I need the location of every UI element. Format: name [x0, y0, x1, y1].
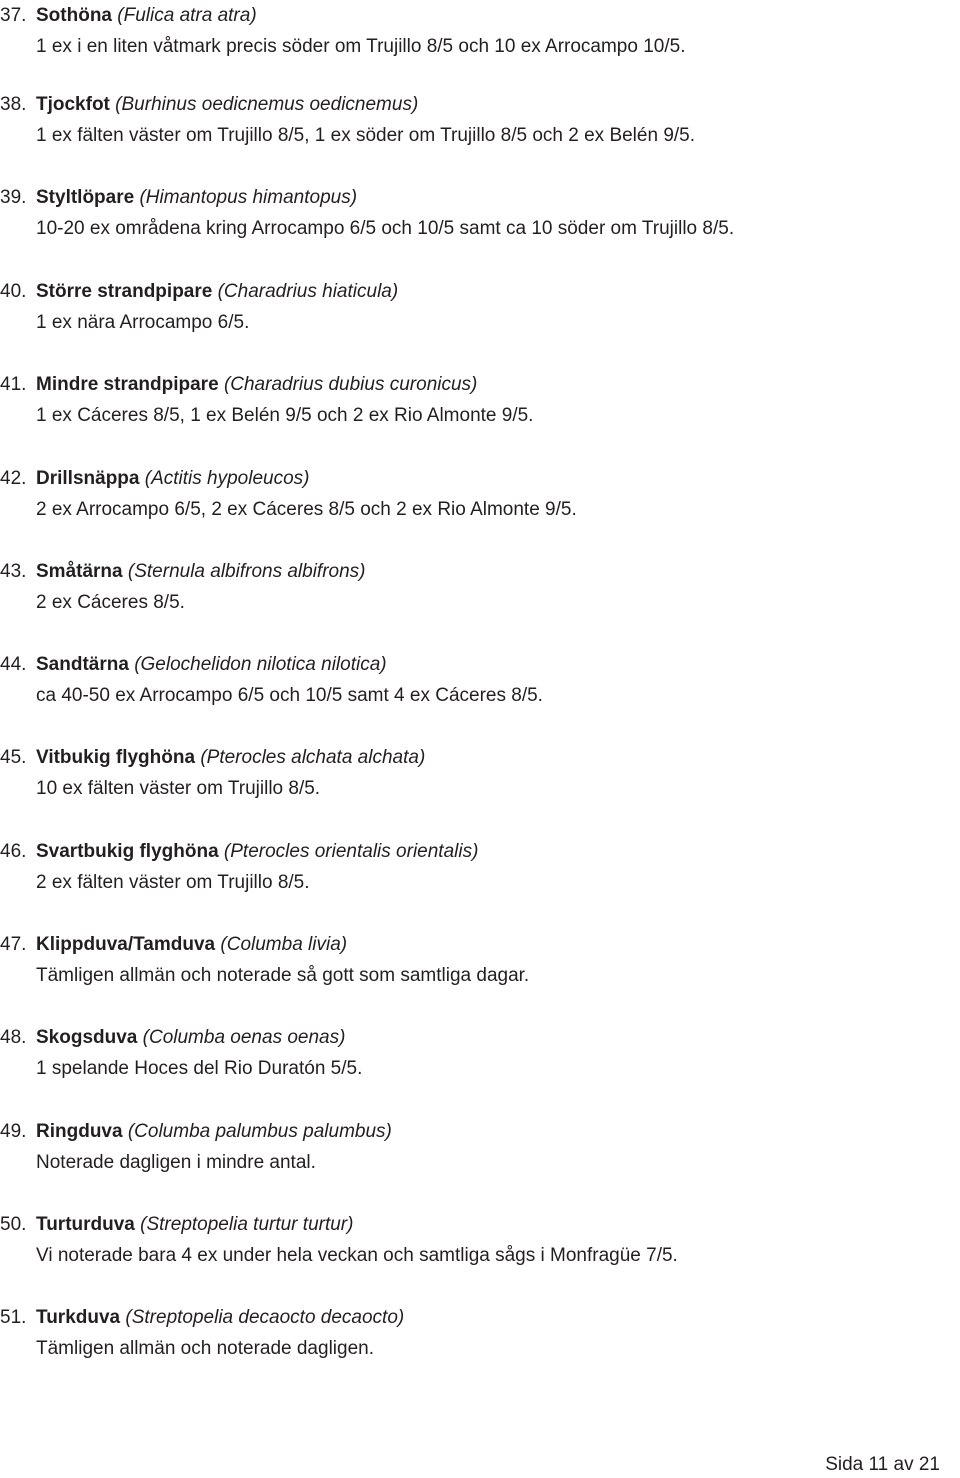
species-heading — [0, 182, 940, 213]
scientific-name: (Charadrius dubius curonicus) — [223, 374, 478, 395]
entry-number: 42. — [0, 468, 27, 489]
species-heading — [0, 0, 940, 31]
observation-text: 10 ex fälten väster om Trujillo 8/5. — [36, 778, 321, 799]
species-heading — [0, 929, 940, 960]
scientific-name: (Columba oenas oenas) — [142, 1027, 346, 1048]
entry-number: 49. — [0, 1121, 27, 1142]
entry-number: 44. — [0, 654, 27, 675]
scientific-name: (Actitis hypoleucos) — [144, 468, 310, 489]
page-number: Sida 11 av 21 — [825, 1454, 940, 1475]
species-heading — [0, 276, 940, 307]
species-heading — [0, 649, 940, 680]
species-heading — [0, 742, 940, 773]
entry-number: 41. — [0, 374, 27, 395]
observation-text: Tämligen allmän och noterade så gott som samtliga dagar. — [36, 965, 530, 986]
observation-text: 2 ex fälten väster om Trujillo 8/5. — [36, 872, 310, 893]
entry-number: 37. — [0, 5, 27, 26]
entry-number: 40. — [0, 281, 27, 302]
species-heading — [0, 89, 940, 120]
species-entry — [0, 369, 940, 431]
common-name: Styltlöpare — [36, 187, 135, 208]
common-name: Tjockfot — [36, 94, 110, 115]
species-entry — [0, 649, 940, 711]
common-name: Turturduva — [36, 1214, 135, 1235]
common-name: Turkduva — [36, 1307, 121, 1328]
scientific-name: (Columba palumbus palumbus) — [127, 1121, 392, 1142]
observation-text: Tämligen allmän och noterade dagligen. — [36, 1338, 374, 1359]
species-heading — [0, 1022, 940, 1053]
observation-text: 1 ex i en liten våtmark precis söder om Trujillo 8/5 och 10 ex Arrocampo 10/5. — [36, 36, 686, 57]
species-heading — [0, 1209, 940, 1240]
common-name: Större strandpipare — [36, 281, 213, 302]
common-name: Sothöna — [36, 5, 112, 26]
entry-number: 46. — [0, 841, 27, 862]
common-name: Sandtärna — [36, 654, 129, 675]
entry-number: 47. — [0, 934, 27, 955]
species-heading — [0, 463, 940, 494]
scientific-name: (Fulica atra atra) — [117, 5, 257, 26]
scientific-name: (Burhinus oedicnemus oedicnemus) — [115, 94, 419, 115]
species-entry — [0, 0, 940, 62]
observation-text: 10-20 ex områdena kring Arrocampo 6/5 och 10/5 samt ca 10 söder om Trujillo 8/5. — [36, 218, 735, 239]
entry-number: 51. — [0, 1307, 27, 1328]
species-heading — [0, 369, 940, 400]
scientific-name: (Gelochelidon nilotica nilotica) — [134, 654, 387, 675]
observation-text: Noterade dagligen i mindre antal. — [36, 1152, 316, 1173]
observation-text: Vi noterade bara 4 ex under hela veckan och samtliga sågs i Monfragüe 7/5. — [36, 1245, 678, 1266]
species-entry — [0, 463, 940, 525]
common-name: Skogsduva — [36, 1027, 138, 1048]
species-entry — [0, 276, 940, 338]
entry-number: 39. — [0, 187, 27, 208]
common-name: Mindre strandpipare — [36, 374, 219, 395]
species-entry — [0, 1022, 940, 1084]
common-name: Drillsnäppa — [36, 468, 140, 489]
species-entry — [0, 929, 940, 991]
common-name: Vitbukig flyghöna — [36, 747, 196, 768]
entry-number: 48. — [0, 1027, 27, 1048]
common-name: Svartbukig flyghöna — [36, 841, 219, 862]
observation-text: ca 40-50 ex Arrocampo 6/5 och 10/5 samt 4 ex Cáceres 8/5. — [36, 685, 543, 706]
scientific-name: (Himantopus himantopus) — [139, 187, 358, 208]
species-heading — [0, 836, 940, 867]
observation-text: 1 ex fälten väster om Trujillo 8/5, 1 ex söder om Trujillo 8/5 och 2 ex Belén 9/5. — [36, 125, 696, 146]
species-entry — [0, 836, 940, 898]
species-entry — [0, 1209, 940, 1271]
scientific-name: (Charadrius hiaticula) — [217, 281, 399, 302]
species-heading — [0, 556, 940, 587]
entry-number: 38. — [0, 94, 27, 115]
scientific-name: (Columba livia) — [220, 934, 348, 955]
entry-number: 43. — [0, 561, 27, 582]
common-name: Klippduva/Tamduva — [36, 934, 216, 955]
species-entry — [0, 1116, 940, 1178]
observation-text: 1 ex Cáceres 8/5, 1 ex Belén 9/5 och 2 ex Rio Almonte 9/5. — [36, 405, 534, 426]
species-entry — [0, 556, 940, 618]
observation-text: 2 ex Arrocampo 6/5, 2 ex Cáceres 8/5 och 2 ex Rio Almonte 9/5. — [36, 499, 577, 520]
entry-number: 50. — [0, 1214, 27, 1235]
observation-text: 1 ex nära Arrocampo 6/5. — [36, 312, 250, 333]
entry-number: 45. — [0, 747, 27, 768]
species-heading — [0, 1302, 940, 1333]
scientific-name: (Sternula albifrons albifrons) — [127, 561, 366, 582]
common-name: Småtärna — [36, 561, 123, 582]
scientific-name: (Streptopelia decaocto decaocto) — [125, 1307, 405, 1328]
species-entry — [0, 1302, 940, 1364]
observation-text: 2 ex Cáceres 8/5. — [36, 592, 185, 613]
scientific-name: (Pterocles alchata alchata) — [200, 747, 426, 768]
observation-text: 1 spelande Hoces del Rio Duratón 5/5. — [36, 1058, 363, 1079]
species-heading — [0, 1116, 940, 1147]
common-name: Ringduva — [36, 1121, 123, 1142]
species-entry — [0, 742, 940, 804]
species-entry — [0, 89, 940, 151]
scientific-name: (Streptopelia turtur turtur) — [140, 1214, 354, 1235]
species-entry — [0, 182, 940, 244]
scientific-name: (Pterocles orientalis orientalis) — [223, 841, 479, 862]
